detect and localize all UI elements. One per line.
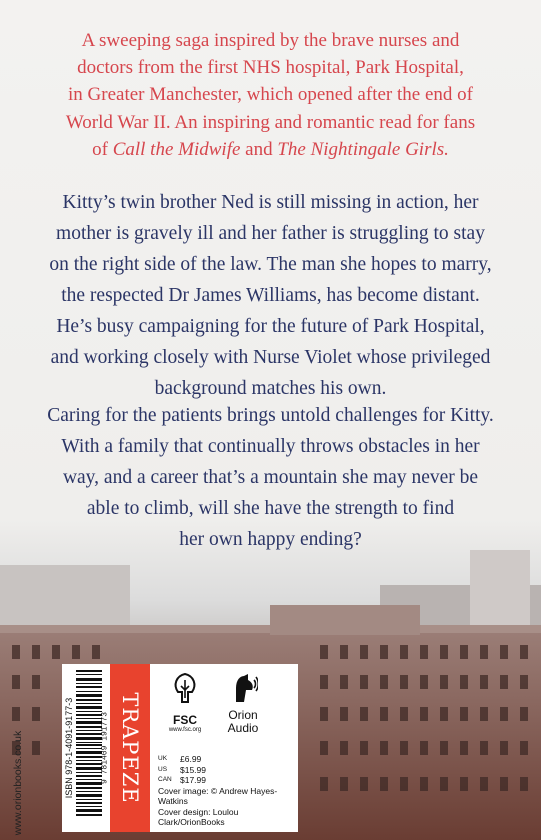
price-row xyxy=(158,765,296,776)
barcode-panel xyxy=(62,664,110,832)
blurb-intro xyxy=(0,27,541,163)
blurb-intro-line: doctors from the first NHS hospital, Park Hospital, xyxy=(77,57,464,79)
synopsis-line: He’s busy campaigning for the future of Park Hospital, xyxy=(56,316,485,337)
blurb-intro-and: and xyxy=(240,138,278,160)
fsc-logo xyxy=(168,672,202,742)
synopsis-line: background matches his own. xyxy=(154,378,387,399)
price-row xyxy=(158,754,296,765)
price-country: UK xyxy=(158,755,168,762)
orion-label: Orion xyxy=(228,708,258,722)
barcode-number xyxy=(100,664,110,832)
cover-image-credit: Cover image: © Andrew Hayes-Watkins xyxy=(158,785,278,806)
price-row xyxy=(158,775,296,786)
orion-audio-logo xyxy=(218,672,268,746)
synopsis-line: able to climb, will she have the strength to find xyxy=(86,498,455,519)
fsc-label: FSC xyxy=(173,713,197,727)
synopsis-line: the respected Dr James Williams, has become distant. xyxy=(61,285,480,306)
publisher-website xyxy=(2,728,34,838)
trapeze-logo xyxy=(110,664,150,832)
price-country: CAN xyxy=(158,776,172,783)
fsc-url: www.fsc.org xyxy=(168,727,202,733)
website-text: www.orionbooks.co.uk xyxy=(12,730,24,836)
synopsis-line: mother is gravely ill and her father is struggling to stay xyxy=(56,223,485,244)
synopsis-line: Caring for the patients brings untold challenges for Kitty. xyxy=(47,405,494,426)
fsc-tree-icon xyxy=(170,672,200,706)
blurb-intro-line-last xyxy=(0,136,541,163)
dog-head-icon xyxy=(228,672,258,706)
synopsis-paragraph-2 xyxy=(0,400,541,555)
trapeze-logo-text: TRAPEZE xyxy=(118,692,142,804)
isbn-text: ISBN 978-1-4091-9177-3 xyxy=(64,697,74,799)
synopsis-paragraph-1 xyxy=(0,187,541,404)
synopsis-line: Kitty’s twin brother Ned is still missing in action, her xyxy=(62,192,479,213)
blurb-intro-of: of xyxy=(92,138,108,160)
price-country: US xyxy=(158,765,168,773)
title-call-the-midwife: Call the Midwife xyxy=(112,138,241,160)
blurb-intro-line: in Greater Manchester, which opened after the end of xyxy=(68,84,473,106)
blurb-intro-line: World War II. An inspiring and romantic read for fans xyxy=(65,111,476,133)
synopsis-line: way, and a career that’s a mountain she may never be xyxy=(62,467,479,488)
price-value: $15.99 xyxy=(180,764,206,775)
cover-design-credit: Cover design: Loulou Clark/OrionBooks xyxy=(158,806,239,827)
blurb-intro-line: A sweeping saga inspired by the brave nurses and xyxy=(81,30,460,51)
audio-label: Audio xyxy=(227,721,259,735)
price-value: £6.99 xyxy=(180,754,202,764)
synopsis-line: on the right side of the law. The man she hopes to marry, xyxy=(49,254,492,275)
isbn-label xyxy=(62,664,76,832)
barcode-image xyxy=(76,670,102,818)
barcode-digits: 9 781409 191773 xyxy=(100,711,110,785)
title-nightingale-girls: The Nightingale Girls. xyxy=(277,138,449,160)
synopsis-line: With a family that continually throws obstacles in her xyxy=(61,436,480,457)
synopsis-line: and working closely with Nurse Violet whose privileged xyxy=(50,347,491,368)
synopsis-line: her own happy ending? xyxy=(179,529,362,550)
price-value: $17.99 xyxy=(180,775,206,785)
price-list xyxy=(158,754,296,828)
